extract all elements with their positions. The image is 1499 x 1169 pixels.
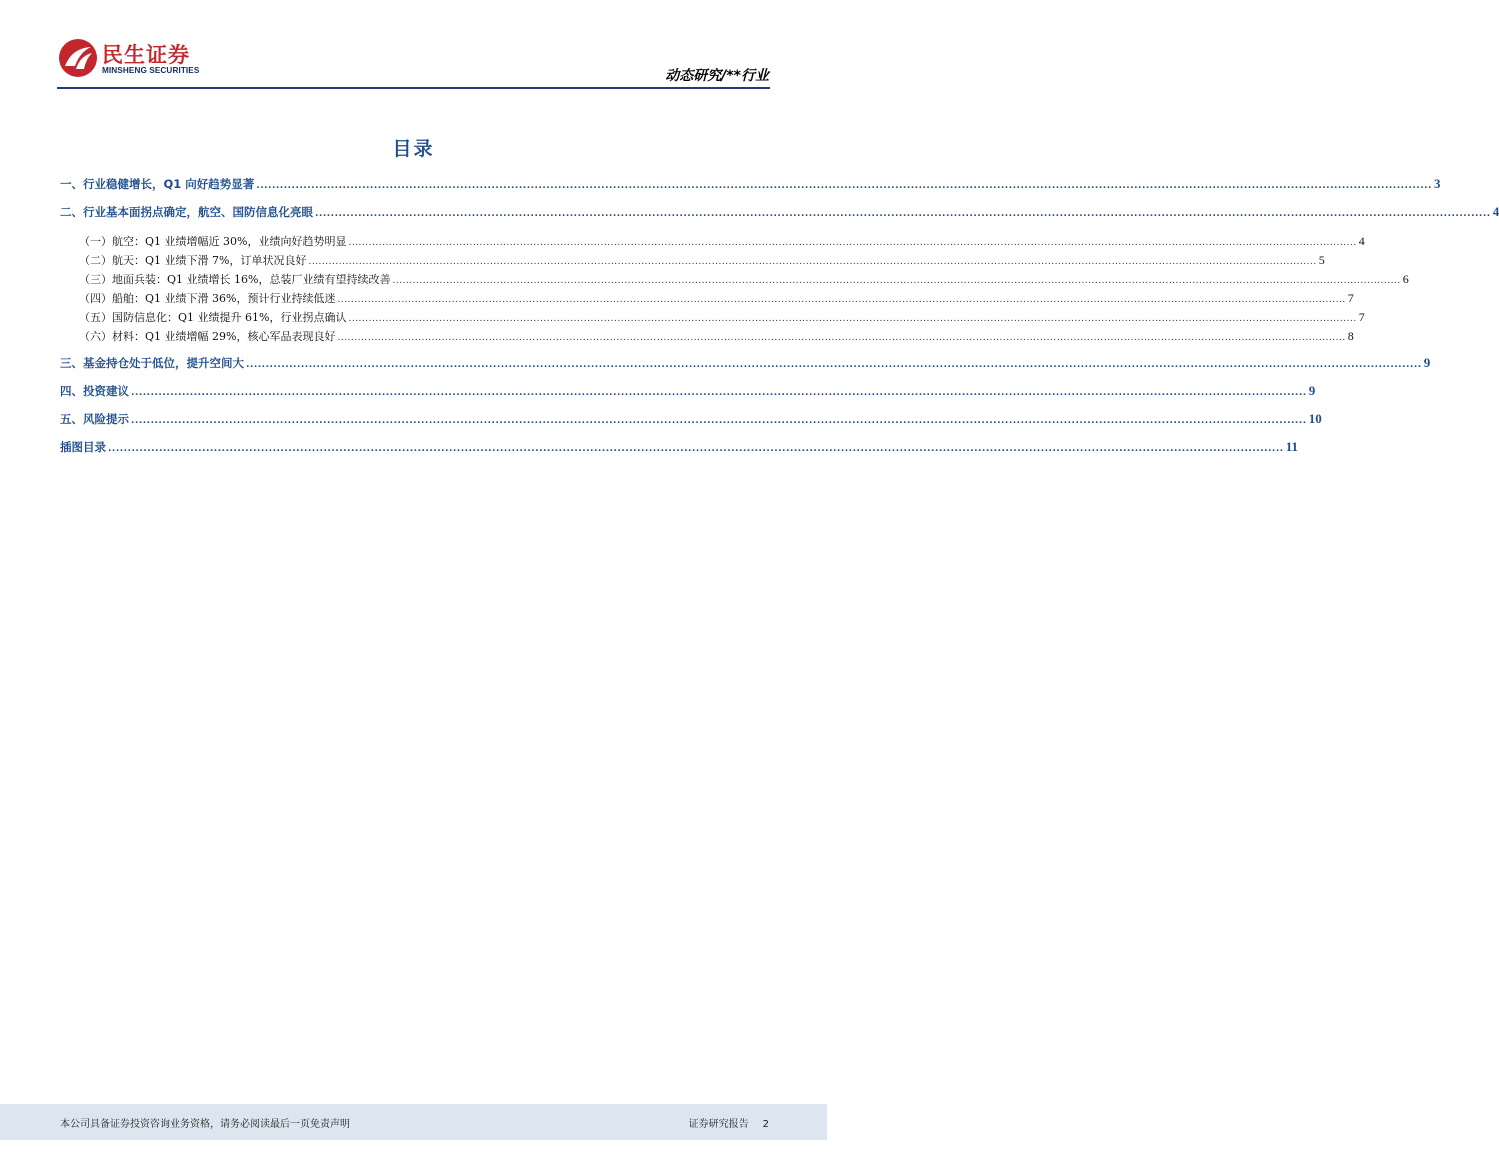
disclaimer-text: 本公司具备证券投资咨询业务资格，请务必阅读最后一页免责声明 — [60, 1119, 350, 1130]
toc-entry-page: 9 — [1308, 383, 1316, 398]
logo-english-name: MINSHENG SECURITIES — [102, 66, 200, 75]
toc-entry-page: 11 — [1285, 439, 1298, 454]
toc-entry[interactable] — [60, 176, 1441, 197]
toc-entry-page: 7 — [1358, 310, 1365, 324]
toc-entry-label: 插图目录 — [60, 440, 106, 454]
toc-subentry[interactable] — [60, 328, 1354, 347]
dot-leader: ............................................................................................................................................................................................................................................................................................................ — [337, 333, 1346, 343]
toc-entry-label: （一）航空：Q1 业绩增幅近 30%，业绩向好趋势明显 — [79, 235, 347, 248]
toc-entry[interactable] — [60, 383, 1316, 404]
page-header — [0, 0, 827, 92]
toc-entry[interactable] — [60, 439, 1298, 460]
toc-subentry[interactable] — [60, 309, 1365, 328]
toc-entry-label: （三）地面兵装：Q1 业绩增长 16%，总装厂业绩有望持续改善 — [79, 273, 391, 286]
toc-entry-page: 3 — [1433, 176, 1441, 191]
minsheng-logo-icon — [58, 38, 98, 78]
report-category: 动态研究/**行业 — [665, 68, 769, 84]
toc-entry-page: 4 — [1492, 204, 1499, 219]
toc-entry-page: 8 — [1347, 329, 1354, 343]
toc-subentry[interactable] — [60, 290, 1354, 309]
dot-leader: ............................................................................................................................................................................................................................................................................................................ — [348, 238, 1357, 248]
toc-entry-page: 4 — [1358, 234, 1365, 248]
toc-entry-label: （六）材料：Q1 业绩增幅 29%，核心军品表现良好 — [79, 330, 336, 343]
dot-leader: ............................................................................................................................................................................................................................................................................................................ — [348, 314, 1357, 324]
toc-entry[interactable] — [60, 355, 1431, 376]
dot-leader: ............................................................................................................................................................................................................................................................................................................ — [256, 181, 1432, 191]
toc-entry-label: （二）航天：Q1 业绩下滑 7%，订单状况良好 — [79, 254, 307, 267]
footer-right — [689, 1115, 769, 1130]
toc-entry-page: 6 — [1402, 272, 1409, 286]
minsheng-logo — [58, 38, 218, 82]
dot-leader: ............................................................................................................................................................................................................................................................................................................ — [392, 276, 1401, 286]
toc-subentry[interactable] — [60, 233, 1365, 252]
dot-leader: ............................................................................................................................................................................................................................................................................................................ — [308, 257, 1317, 267]
dot-leader: ............................................................................................................................................................................................................................................................................................................ — [108, 444, 1284, 454]
dot-leader: ............................................................................................................................................................................................................................................................................................................ — [315, 209, 1491, 219]
dot-leader: ............................................................................................................................................................................................................................................................................................................ — [131, 388, 1307, 398]
table-of-contents — [60, 176, 1499, 460]
page-footer — [0, 1104, 827, 1140]
dot-leader: ............................................................................................................................................................................................................................................................................................................ — [337, 295, 1346, 305]
toc-entry-label: 一、行业稳健增长，Q1 向好趋势显著 — [60, 177, 255, 191]
toc-entry-label: 二、行业基本面拐点确定，航空、国防信息化亮眼 — [60, 205, 313, 219]
logo-chinese-name: 民生证券 — [102, 43, 190, 67]
toc-subentry[interactable] — [60, 271, 1409, 290]
toc-entry-page: 9 — [1423, 355, 1431, 370]
dot-leader: ............................................................................................................................................................................................................................................................................................................ — [131, 416, 1307, 426]
header-divider — [57, 87, 770, 89]
toc-entry-label: 三、基金持仓处于低位，提升空间大 — [60, 356, 244, 370]
toc-entry-label: 四、投资建议 — [60, 384, 129, 398]
dot-leader: ............................................................................................................................................................................................................................................................................................................ — [246, 360, 1422, 370]
toc-entry-page: 7 — [1347, 291, 1354, 305]
toc-entry[interactable] — [60, 204, 1499, 225]
toc-entry-page: 5 — [1318, 253, 1325, 267]
toc-title: 目录 — [392, 138, 435, 160]
toc-entry[interactable] — [60, 411, 1322, 432]
toc-entry-label: 五、风险提示 — [60, 412, 129, 426]
toc-entry-label: （四）船舶：Q1 业绩下滑 36%，预计行业持续低迷 — [79, 292, 336, 305]
toc-entry-label: （五）国防信息化：Q1 业绩提升 61%，行业拐点确认 — [79, 311, 347, 324]
toc-subentry[interactable] — [60, 252, 1325, 271]
report-type: 证券研究报告 — [688, 1119, 749, 1130]
toc-entry-page: 10 — [1308, 411, 1322, 426]
page-number: 2 — [762, 1119, 769, 1130]
